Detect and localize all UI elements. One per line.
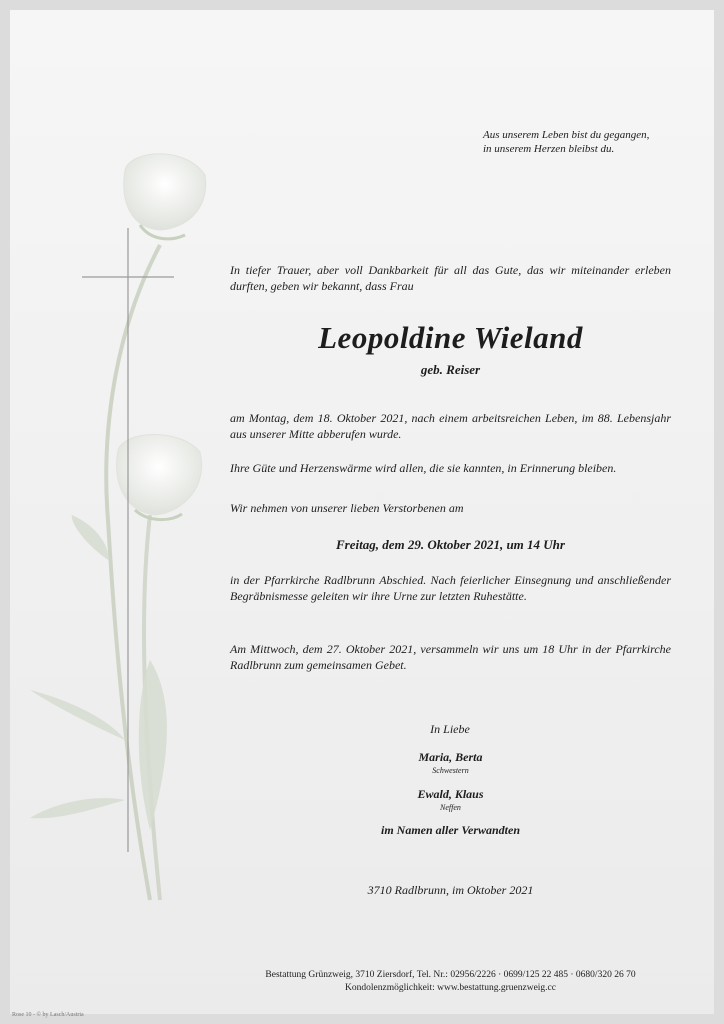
motto	[483, 128, 683, 156]
mourner-relation: Schwestern	[432, 766, 469, 775]
maiden-name: geb. Reiser	[420, 362, 481, 377]
funeral-home-contact: Bestattung Grünzweig, 3710 Ziersdorf, Tel. Nr.: 02956/2226 · 0699/125 22 485 · 0680/320 26 70	[265, 970, 636, 980]
mourner-relation: Neffen	[440, 803, 461, 812]
memory-text: Ihre Güte und Herzenswärme wird allen, die sie kannten, in Erinnerung bleiben.	[230, 461, 617, 475]
deceased-name: Leopoldine Wieland	[318, 320, 583, 355]
rose-lower	[117, 435, 202, 520]
prayer-text: Am Mittwoch, dem 27. Oktober 2021, versammeln wir uns um 18 Uhr in der Pfarrkirche Radlbrunn zum gemeinsamen Gebet.	[230, 642, 671, 672]
rose-top	[124, 154, 206, 239]
motto-line: in unserem Herzen bleibst du.	[483, 143, 615, 155]
mourners-heading: In Liebe	[430, 722, 470, 736]
mourners-closing: im Namen aller Verwandten	[380, 823, 520, 837]
mourner-names: Maria, Berta	[418, 750, 483, 764]
death-notice: am Montag, dem 18. Oktober 2021, nach einem arbeitsreichen Leben, im 88. Lebensjahr aus unserer Mitte abberufen wurde.	[230, 411, 671, 441]
funeral-date: Freitag, dem 29. Oktober 2021, um 14 Uhr	[336, 537, 565, 552]
motto-line: Aus unserem Leben bist du gegangen,	[483, 129, 650, 141]
image-credit: Rose 10 - © by Lasch/Austria	[12, 1012, 84, 1018]
farewell-text: Wir nehmen von unserer lieben Verstorbenen am	[230, 501, 464, 515]
intro-text: In tiefer Trauer, aber voll Dankbarkeit für all das Gute, das wir miteinander erleben durften, geben wir bekannt, dass Frau	[230, 263, 671, 293]
church-text: in der Pfarrkirche Radlbrunn Abschied. Nach feierlicher Einsegnung und anschließender Begräbnismesse geleiten wir ihre Urne zur letzten Ruhestätte.	[230, 573, 671, 603]
mourner-names: Ewald, Klaus	[417, 787, 484, 801]
place-date: 3710 Radlbrunn, im Oktober 2021	[367, 883, 534, 897]
condolence-link: Kondolenzmöglichkeit: www.bestattung.gruenzweig.cc	[345, 983, 556, 993]
